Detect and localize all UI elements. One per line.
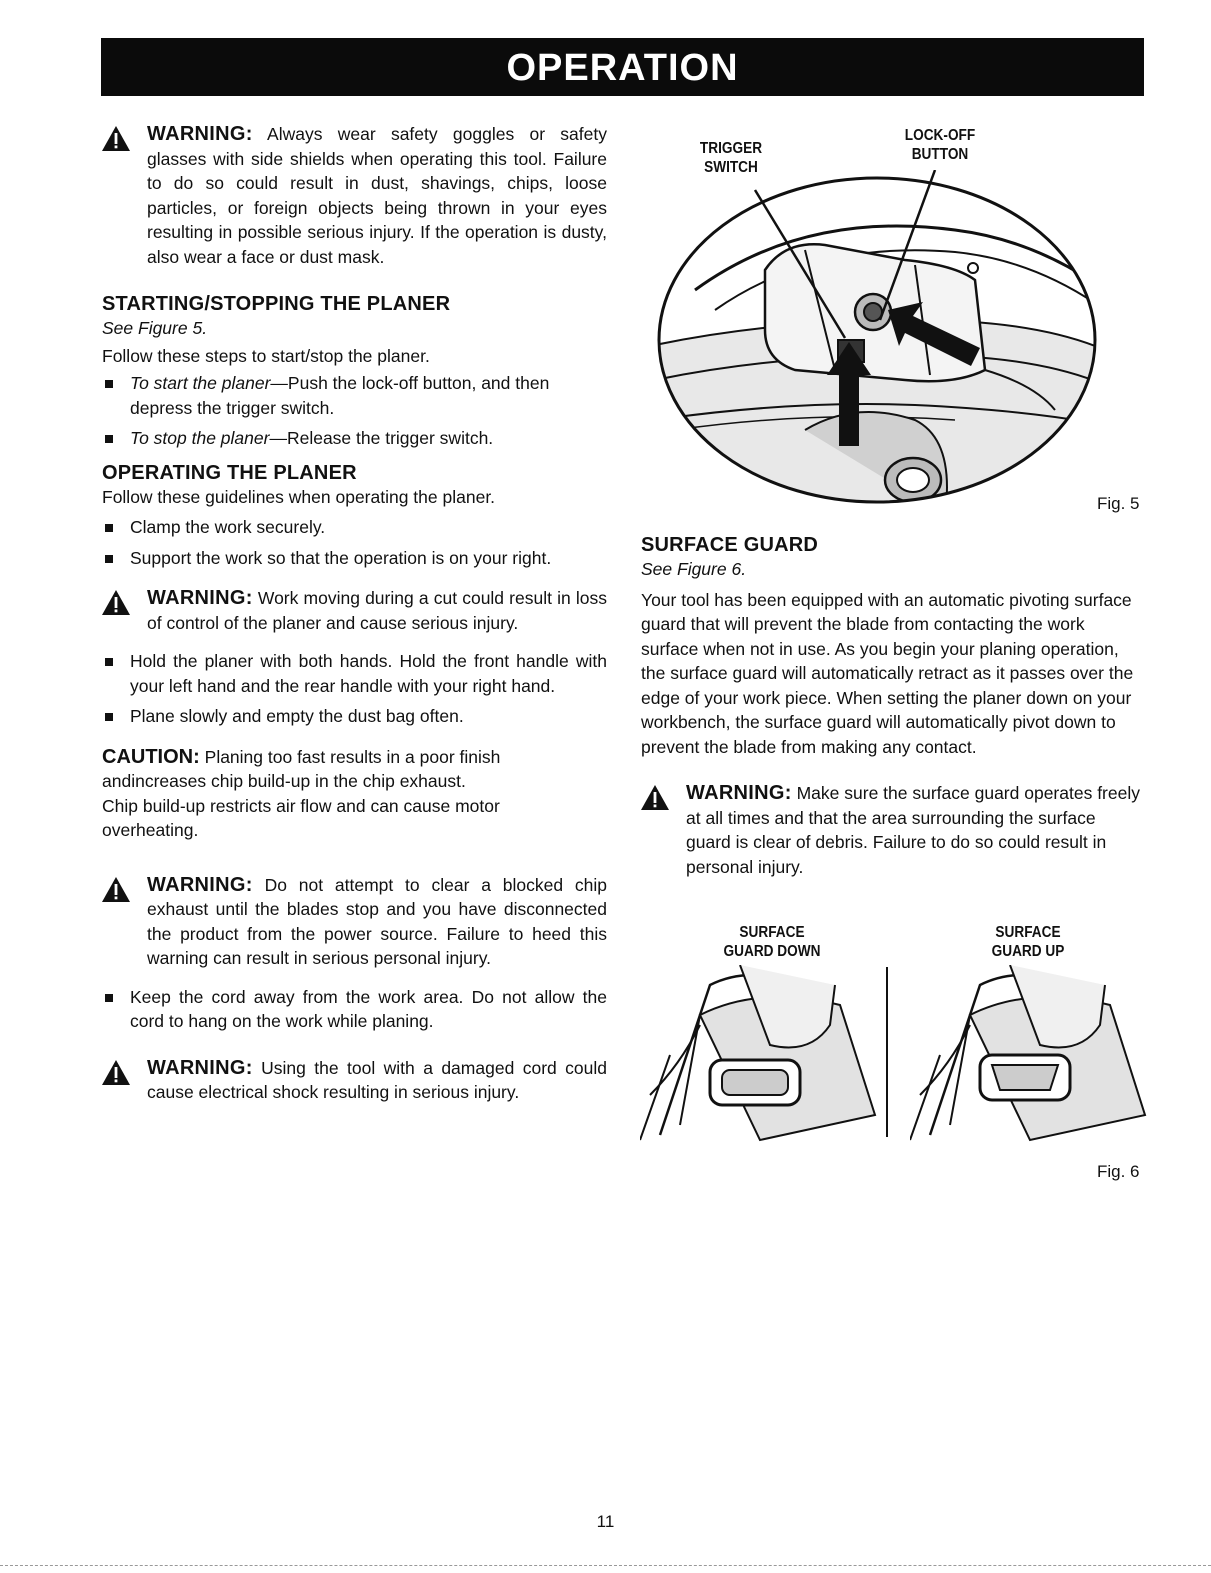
warning-text: Make sure the surface guard operates freely at all times and that the area surrounding the surface guard is clear of debris. Failure to do so could result in personal injury. <box>686 783 1140 877</box>
warning-text: Using the tool with a damaged cord could cause electrical shock resulting in serious injury. <box>147 1057 607 1102</box>
warning-triangle-icon <box>101 125 131 152</box>
list-item-text: Clamp the work securely. <box>130 517 326 537</box>
see-figure-5: See Figure 5. <box>102 318 208 338</box>
warning-label: WARNING: <box>147 1056 253 1079</box>
figure-5-illustration <box>655 170 1105 515</box>
list-item <box>102 371 607 420</box>
warning-text: Work moving during a cut could result in loss of control of the planer and cause serious injury. <box>147 588 607 633</box>
bullet-icon <box>105 994 113 1002</box>
section-banner: OPERATION <box>101 38 1144 96</box>
figure-6-guard-down-illustration <box>640 965 880 1145</box>
caution-label: CAUTION: <box>102 745 200 768</box>
warning-text: Always wear safety goggles or safety glasses with side shields when operating this tool. Failure to do so could result in dust, shavings, chips, loose particles, or foreign objects being thrown in your eyes resulting in possible serious injury. If the operation is dusty, also wear a face or dust mask. <box>147 124 607 267</box>
caution-block <box>102 745 562 843</box>
warning-goggles <box>102 122 607 269</box>
label-line: GUARD DOWN <box>723 943 821 960</box>
list-item <box>102 704 607 729</box>
warning-damaged-cord <box>102 1056 607 1105</box>
warning-label: WARNING: <box>147 873 253 896</box>
label-surface-guard-down <box>706 923 838 961</box>
list-item <box>102 546 607 571</box>
list-item <box>102 985 607 1034</box>
warning-text: Do not attempt to clear a blocked chip exhaust until the blades stop and you have disconnected the product from the power source. Failure to heed this warning can result in serious personal injury. <box>147 874 607 968</box>
warning-work-moving <box>102 586 607 635</box>
label-lock-off-button <box>887 126 993 164</box>
list-item <box>102 426 607 451</box>
warning-triangle-icon <box>101 1059 131 1086</box>
figure-6-number: Fig. 6 <box>1097 1162 1140 1181</box>
label-line: LOCK-OFF <box>904 127 976 144</box>
list-item-emphasis: To start the planer <box>130 373 271 393</box>
heading-starting-stopping: STARTING/STOPPING THE PLANER <box>102 293 451 315</box>
list-item-text: —Push the lock-off button, and then depress the trigger switch. <box>130 373 550 418</box>
page-number: 11 <box>596 1512 615 1531</box>
see-figure-6: See Figure 6. <box>641 559 747 579</box>
surface-guard-text: Your tool has been equipped with an automatic pivoting surface guard that will prevent the blade from contacting the work surface when not in use. As you begin your planing operation, the surface guard will automatically retract as it passes over the edge of your work piece. When setting the planer down on your workbench, the surface guard will automatically pivot down to prevent the blade from making any contact. <box>641 589 1134 757</box>
warning-triangle-icon <box>101 589 131 616</box>
right-column <box>641 533 1144 879</box>
bullet-icon <box>105 713 113 721</box>
label-line: SWITCH <box>704 159 758 176</box>
bullet-icon <box>105 435 113 443</box>
warning-label: WARNING: <box>147 123 253 145</box>
warning-label: WARNING: <box>147 587 253 609</box>
operating-intro: Follow these guidelines when operating the planer. <box>102 486 496 507</box>
list-item-text: Plane slowly and empty the dust bag often. <box>130 706 464 726</box>
figure-6-guard-up-illustration <box>910 965 1150 1145</box>
warning-label: WARNING: <box>686 782 792 804</box>
warning-triangle-icon <box>101 876 131 903</box>
label-line: SURFACE <box>995 924 1061 941</box>
warning-blocked-exhaust <box>102 873 607 971</box>
warning-triangle-icon <box>640 784 670 811</box>
bullet-icon <box>105 524 113 532</box>
label-line: SURFACE <box>739 924 805 941</box>
list-item-text: —Release the trigger switch. <box>269 428 494 448</box>
heading-surface-guard: SURFACE GUARD <box>641 534 819 556</box>
caution-text: Planing too fast results in a poor finish andincreases chip build-up in the chip exhaust. <box>102 746 501 791</box>
figure-6-divider <box>886 967 888 1137</box>
list-item <box>102 649 607 698</box>
list-item-text: Support the work so that the operation is on your right. <box>130 547 552 568</box>
warning-surface-guard <box>641 781 1144 879</box>
label-line: TRIGGER <box>699 140 763 157</box>
list-item-emphasis: To stop the planer <box>130 428 270 448</box>
label-surface-guard-up <box>962 923 1094 961</box>
caution-text-2: Chip build-up restricts air flow and can cause motor overheating. <box>102 795 500 840</box>
bullet-icon <box>105 555 113 563</box>
heading-operating: OPERATING THE PLANER <box>102 461 357 484</box>
label-line: GUARD UP <box>991 943 1065 960</box>
list-item-text: Hold the planer with both hands. Hold the front handle with your left hand and the rear handle with your right hand. <box>130 651 607 696</box>
figure-5-number: Fig. 5 <box>1097 494 1140 513</box>
label-line: BUTTON <box>911 146 969 163</box>
bullet-icon <box>105 658 113 666</box>
list-item-text: Keep the cord away from the work area. Do not allow the cord to hang on the work while planing. <box>130 986 607 1031</box>
list-item <box>102 515 607 540</box>
page-edge-rule <box>0 1565 1211 1566</box>
bullet-icon <box>105 380 113 388</box>
left-column <box>102 122 607 1105</box>
start-stop-intro: Follow these steps to start/stop the planer. <box>102 345 430 366</box>
